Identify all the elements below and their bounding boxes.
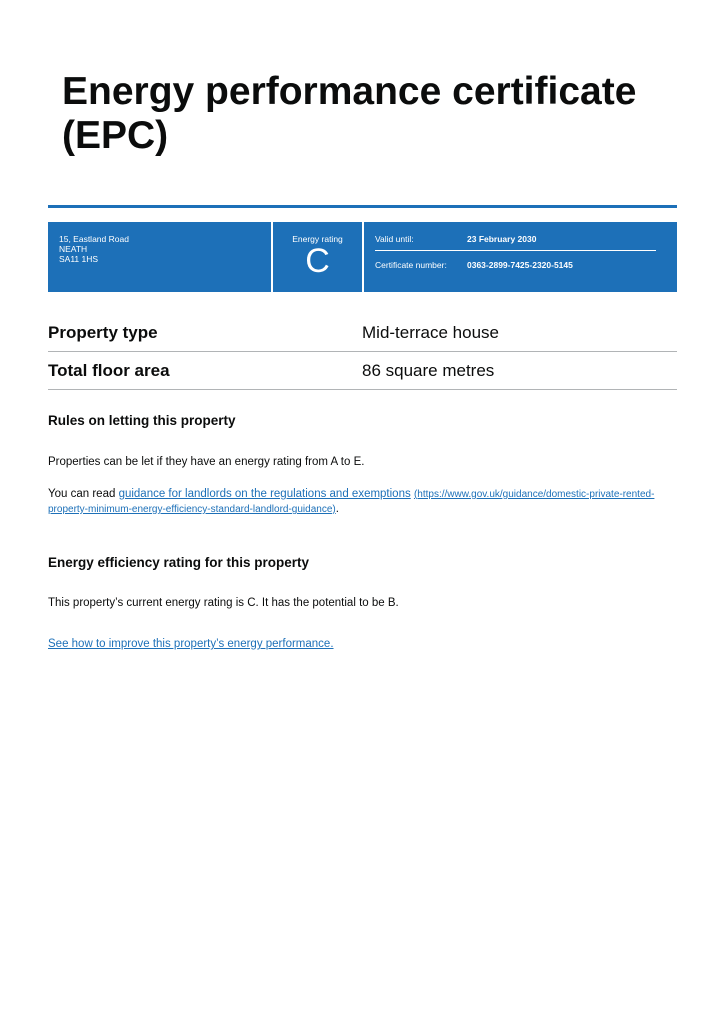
property-summary <box>48 314 677 390</box>
property-type-value: Mid-terrace house <box>362 322 500 342</box>
title-divider <box>48 205 677 208</box>
page-title: Energy performance certificate (EPC) <box>62 70 637 157</box>
improve-paragraph <box>48 637 668 651</box>
address-line-2: NEATH <box>59 244 88 254</box>
meta-divider <box>375 250 656 251</box>
guidance-url-link[interactable]: (https://www.gov.uk/guidance/domestic-private-rented-property-minimum-energy-efficiency-standard-landlord-guidance) <box>48 489 655 515</box>
valid-until-value: 23 February 2030 <box>467 234 537 244</box>
improve-link[interactable]: See how to improve this property’s energy performance. <box>48 638 334 650</box>
address-line-3: SA11 1HS <box>59 254 99 264</box>
certificate-number-row <box>375 260 656 270</box>
address-block <box>48 222 271 292</box>
guidance-suffix: . <box>335 503 339 515</box>
energy-rating-block <box>273 222 362 292</box>
property-type-label: Property type <box>48 322 158 342</box>
address-line-1: 15, Eastland Road <box>59 234 129 244</box>
energy-rating-label: Energy rating <box>292 234 343 244</box>
floor-area-row <box>48 352 677 390</box>
efficiency-paragraph: This property’s current energy rating is C. It has the potential to be B. <box>48 597 399 609</box>
valid-until-label: Valid until: <box>375 234 414 244</box>
floor-area-label: Total floor area <box>48 360 170 380</box>
certificate-meta-block <box>364 222 677 292</box>
guidance-paragraph <box>48 487 668 517</box>
floor-area-value: 86 square metres <box>362 360 495 380</box>
valid-until-row <box>375 234 656 244</box>
guidance-link[interactable]: guidance for landlords on the regulations and exemptions <box>118 488 411 500</box>
guidance-prefix: You can read <box>48 488 119 500</box>
efficiency-heading: Energy efficiency rating for this property <box>48 555 310 570</box>
property-type-row <box>48 314 677 352</box>
certificate-number-value: 0363-2899-7425-2320-5145 <box>467 260 573 270</box>
certificate-number-label: Certificate number: <box>375 260 447 270</box>
certificate-banner <box>48 222 677 292</box>
letting-paragraph: Properties can be let if they have an energy rating from A to E. <box>48 456 365 468</box>
energy-rating-letter: C <box>305 242 330 280</box>
letting-heading: Rules on letting this property <box>48 413 236 428</box>
